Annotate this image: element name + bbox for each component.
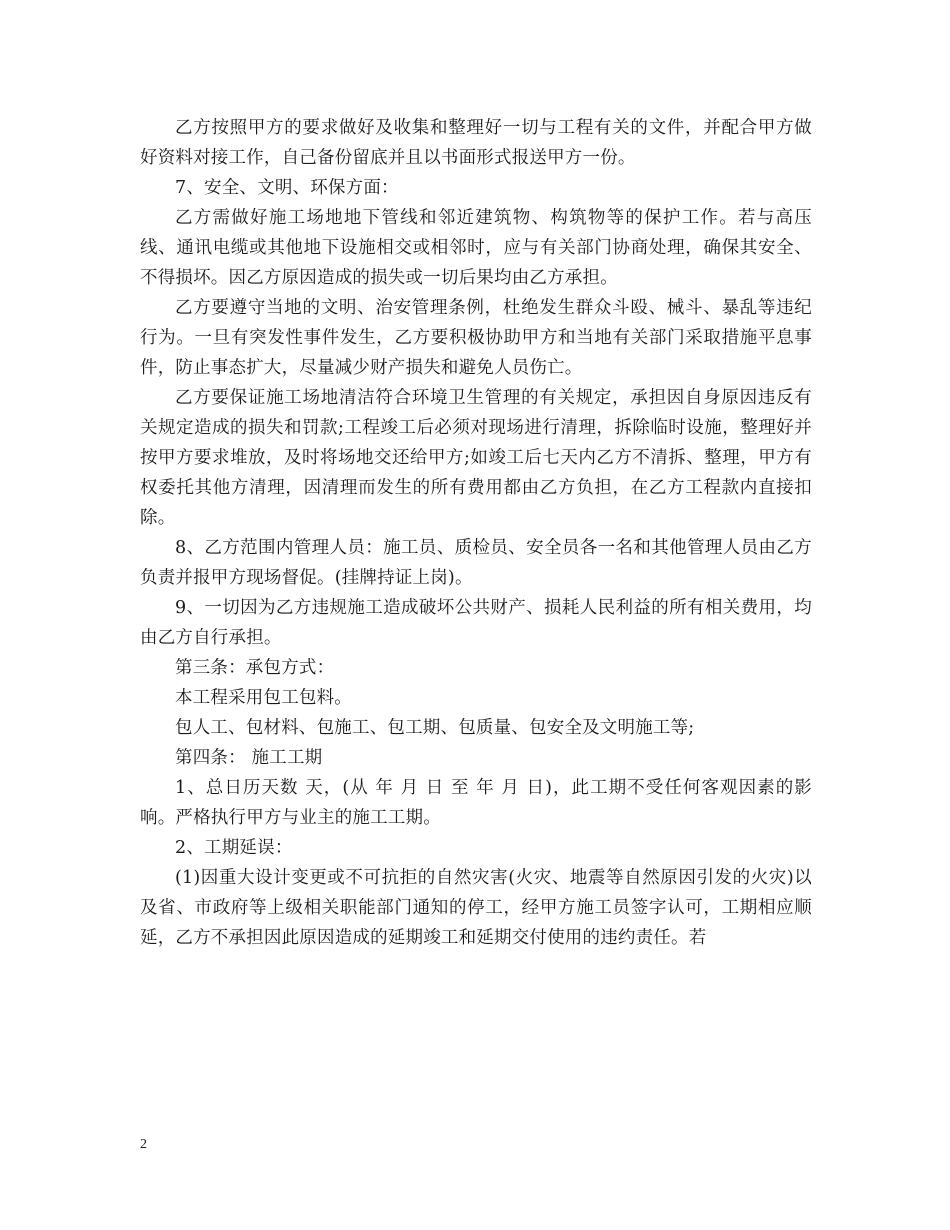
paragraph-underground-protection: 乙方需做好施工场地地下管线和邻近建筑物、构筑物等的保护工作。若与高压线、通讯电缆或其他地下设施相交或相邻时，应与有关部门协商处理，确保其安全、不得损坏。因乙方原因造成的损失或一切后果均由乙方承担。 xyxy=(140,208,812,288)
paragraph-total-days: 1、总日历天数 天，(从 年 月 日 至 年 月 日)，此工期不受任何客观因素的影响。严格执行甲方与业主的施工工期。 xyxy=(140,778,812,828)
heading-safety-civility-environment: 7、安全、文明、环保方面： xyxy=(175,178,399,198)
paragraph-contract-scope: 包人工、包材料、包施工、包工期、包质量、包安全及文明施工等; xyxy=(175,718,695,738)
heading-schedule-delay: 2、工期延误： xyxy=(175,838,293,858)
paragraph-public-order: 乙方要遵守当地的文明、治安管理条例，杜绝发生群众斗殴、械斗、暴乱等违纪行为。一旦有突发性事件发生，乙方要积极协助甲方和当地有关部门采取措施平息事件，防止事态扩大，尽量减少财产损失和避免人员伤亡。 xyxy=(140,298,812,378)
paragraph-file-archiving: 乙方按照甲方的要求做好及收集和整理好一切与工程有关的文件，并配合甲方做好资料对接工作，自己备份留底并且以书面形式报送甲方一份。 xyxy=(140,118,812,168)
paragraph-site-cleanliness: 乙方要保证施工场地清洁符合环境卫生管理的有关规定，承担因自身原因违反有关规定造成的损失和罚款;工程竣工后必须对现场进行清理，拆除临时设施，整理好并按甲方要求堆放，及时将场地交还给甲方;如竣工后七天内乙方不清拆、整理，甲方有权委托其他方清理，因清理而发生的所有费用都由乙方负担，在乙方工程款内直接扣除。 xyxy=(140,388,812,528)
page-number: 2 xyxy=(140,1137,147,1152)
paragraph-force-majeure: (1)因重大设计变更或不可抗拒的自然灾害(火灾、地震等自然原因引发的火灾)以及省、市政府等上级相关职能部门通知的停工，经甲方施工员签字认可，工期相应顺延，乙方不承担因此原因造成的延期竣工和延期交付使用的违约责任。若 xyxy=(140,868,812,948)
paragraph-contract-method: 本工程采用包工包料。 xyxy=(175,688,352,708)
document-body xyxy=(140,113,812,953)
heading-article-three: 第三条：承包方式： xyxy=(175,658,335,678)
paragraph-management-staff: 8、乙方范围内管理人员：施工员、质检员、安全员各一名和其他管理人员由乙方负责并报甲方现场督促。(挂牌持证上岗)。 xyxy=(140,538,812,588)
paragraph-damage-costs: 9、一切因为乙方违规施工造成破坏公共财产、损耗人民利益的所有相关费用，均由乙方自行承担。 xyxy=(140,598,812,648)
heading-article-four: 第四条： 施工工期 xyxy=(175,748,323,768)
